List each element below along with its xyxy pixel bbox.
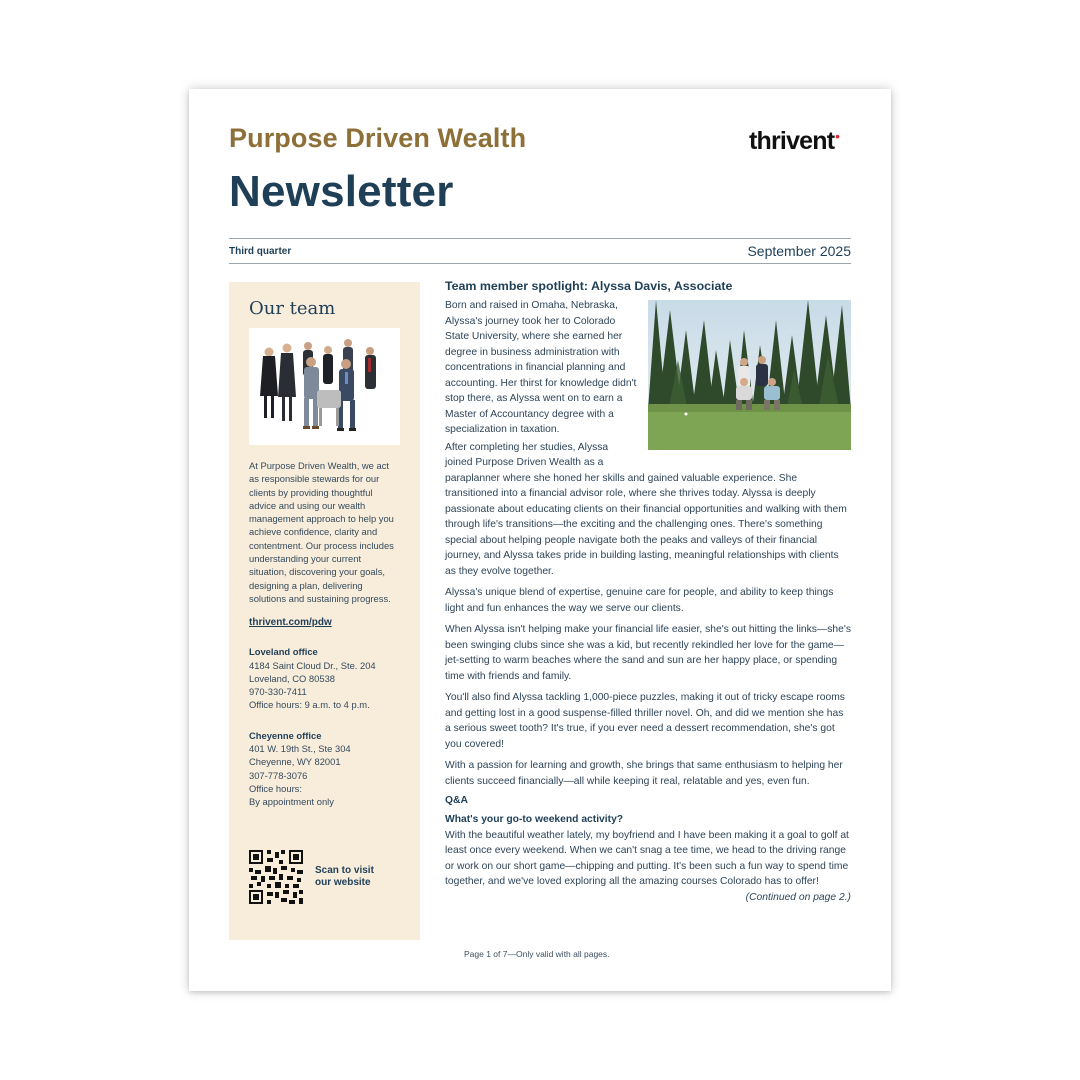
team-photo-icon bbox=[249, 328, 400, 445]
qr-label-line: Scan to visit bbox=[315, 865, 374, 876]
article-paragraph: Born and raised in Omaha, Nebraska, Alyssa's journey took her to Colorado State University, where she earned her degree in business administration with concentrations in financial planning and accounting. Her thirst for knowledge didn't stop there, as Alyssa went on to earn a Master of Accountancy degree with a specialization in taxation. bbox=[445, 300, 637, 435]
main-article bbox=[445, 279, 851, 903]
qa-answer: With the beautiful weather lately, my boyfriend and I have been making it a goal to golf at least once every weekend. When we can't snag a tee time, we head to the driving range or work on our short game—chipping and putting. It's been such a fun way to spend time together, and we've loved exploring all the amazing courses Colorado has to offer! bbox=[445, 829, 849, 887]
continued-note: (Continued on page 2.) bbox=[745, 891, 851, 903]
qr-code-icon[interactable] bbox=[249, 850, 303, 904]
thrivent-logo bbox=[749, 127, 839, 156]
office-phone: 970-330-7411 bbox=[249, 686, 307, 698]
qa-question: What's your go-to weekend activity? bbox=[445, 814, 624, 825]
page-title: Newsletter bbox=[229, 167, 454, 216]
sidebar bbox=[229, 282, 420, 940]
cheyenne-office bbox=[249, 729, 400, 809]
qa-heading: Q&A bbox=[445, 795, 468, 806]
office-city-line: Loveland, CO 80538 bbox=[249, 672, 336, 684]
office-address-line: 401 W. 19th St., Ste 304 bbox=[249, 743, 351, 755]
article-paragraph: You'll also find Alyssa tackling 1,000-piece puzzles, making it out of tricky escape rooms and getting lost in a good suspense-filled thriller novel. Oh, and did we mention she has a serious sweet tooth? It's true, if you ever need a dessert recommendation, she's got you covered! bbox=[445, 692, 845, 750]
logo-text: thrivent bbox=[749, 127, 835, 155]
loveland-office bbox=[249, 645, 400, 711]
newsletter-page bbox=[189, 89, 891, 991]
header-divider-bottom bbox=[229, 263, 851, 264]
qr-label bbox=[315, 865, 374, 889]
golf-photo bbox=[648, 300, 851, 450]
article-paragraph: When Alyssa isn't helping make your financial life easier, she's out hitting the links—she's been swinging clubs since she was a kid, but recently rekindled her love for the game—jet-setting to warm beaches where the sand and sun are her happy place, or spending time with friends and family. bbox=[445, 624, 851, 682]
article-paragraph: After completing her studies, Alyssa joined Purpose Driven Wealth as a paraplanner where she honed her skills and gained valuable experience. She transitioned into a financial advisor role, where she thrives today. Alyssa is deeply passionate about educating clients on their financial opportunities and walking with them through life's transitions—the exciting and the challenging ones. There's something special about helping people navigate both the peaks and valleys of their financial journey, and Alyssa takes pride in building lasting, meaningful relationships with clients as they evolve together. bbox=[445, 441, 847, 577]
qr-block bbox=[249, 850, 374, 904]
issue-quarter: Third quarter bbox=[229, 246, 292, 257]
office-address-line: 4184 Saint Cloud Dr., Ste. 204 bbox=[249, 659, 376, 671]
newsletter-kicker: Purpose Driven Wealth bbox=[229, 123, 527, 153]
article-paragraph: Alyssa's unique blend of expertise, genuine care for people, and ability to keep things light and fun enhances the way we serve our clients. bbox=[445, 587, 834, 614]
office-name: Cheyenne office bbox=[249, 729, 322, 741]
issue-date: September 2025 bbox=[747, 243, 851, 259]
article-paragraph: With a passion for learning and growth, she brings that same enthusiasm to helping her clients succeed financially—all while keeping it real, relatable and yes, even fun. bbox=[445, 760, 843, 787]
office-name: Loveland office bbox=[249, 646, 318, 658]
office-hours: By appointment only bbox=[249, 796, 334, 808]
logo-dot-icon: • bbox=[835, 129, 840, 144]
website-link[interactable]: thrivent.com/pdw bbox=[249, 617, 332, 629]
office-hours: Office hours: 9 a.m. to 4 p.m. bbox=[249, 699, 370, 711]
sidebar-description: At Purpose Driven Wealth, we act as responsible stewards for our clients by providing thoughtful advice and using our wealth management approach to help you achieve confidence, clarity and contentment. Our process includes understanding your current situation, discovering your goals, designing a plan, delivering solutions and sustaining progress. bbox=[249, 460, 394, 604]
page-footer: Page 1 of 7—Only valid with all pages. bbox=[464, 949, 610, 959]
team-photo bbox=[249, 328, 400, 445]
qr-label-line: our website bbox=[315, 877, 371, 888]
golf-group-photo-icon bbox=[648, 300, 851, 450]
office-city-line: Cheyenne, WY 82001 bbox=[249, 756, 341, 768]
header-divider-top bbox=[229, 238, 851, 239]
office-phone: 307-778-3076 bbox=[249, 769, 308, 781]
sidebar-heading: Our team bbox=[249, 298, 336, 319]
spotlight-heading: Team member spotlight: Alyssa Davis, Associate bbox=[445, 279, 733, 293]
office-hours-label: Office hours: bbox=[249, 782, 302, 794]
